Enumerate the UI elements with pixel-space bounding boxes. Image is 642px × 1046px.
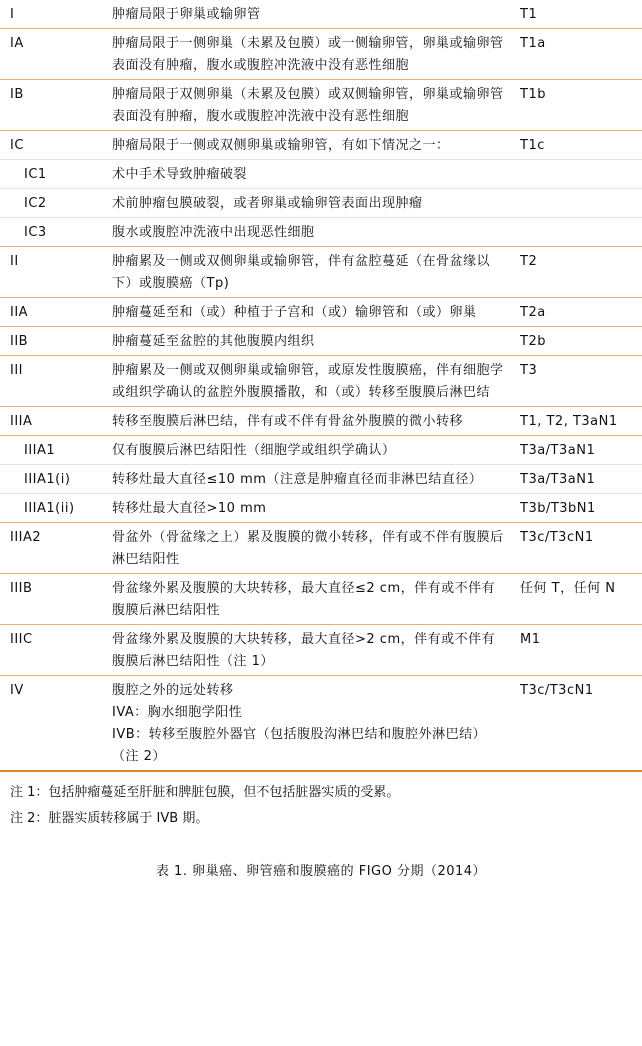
description-cell: 肿瘤局限于一侧或双侧卵巢或输卵管，有如下情况之一： [112,138,450,153]
table-row [0,327,642,356]
table-row [0,523,642,574]
table-row [0,676,642,772]
table-caption: 表 1. 卵巢癌、卵管癌和腹膜癌的 FIGO 分期（2014） [155,864,487,879]
tnm-cell: 任何 T，任何 N [520,581,616,596]
table-row [0,356,642,407]
tnm-cell: T3c/T3cN1 [520,530,594,545]
description-cell: 肿瘤累及一侧或双侧卵巢或输卵管，或原发性腹膜癌，伴有细胞学或组织学确认的盆腔外腹膜播散，和（或）转移至腹膜后淋巴结 [112,363,504,400]
stage-cell: IIIA1 [24,443,56,458]
table-row [0,218,642,247]
stage-cell: IA [10,36,24,51]
iv-description: 腹腔之外的远处转移 [112,683,234,698]
description-cell: 转移灶最大直径>10 mm [112,501,267,516]
description-cell: 转移灶最大直径≤10 mm（注意是肿瘤直径而非淋巴结直径） [112,472,483,487]
tnm-cell: T1, T2, T3aN1 [520,414,618,429]
tnm-cell [517,189,642,218]
description-cell: 仅有腹膜后淋巴结阳性（细胞学或组织学确认） [112,443,396,458]
tnm-cell: T1a [520,36,546,51]
table-row [0,465,642,494]
footnotes [0,772,642,832]
stage-cell: IC2 [24,196,47,211]
tnm-cell: T3a/T3aN1 [520,472,596,487]
tnm-cell: T2 [520,254,538,269]
description-cell: 骨盆外（骨盆缘之上）累及腹膜的微小转移，伴有或不伴有腹膜后淋巴结阳性 [112,530,504,567]
table-row [0,131,642,160]
tnm-cell: T2a [520,305,546,320]
stage-cell: III [10,363,24,378]
stage-cell: IC3 [24,225,47,240]
table-row [0,298,642,327]
footnote-2: 注 2：脏器实质转移属于 IVB 期。 [10,811,209,826]
description-cell: 肿瘤累及一侧或双侧卵巢或输卵管，伴有盆腔蔓延（在骨盆缘以下）或腹膜癌（Tp) [112,254,491,291]
table-row [0,407,642,436]
description-cell: 术中手术导致肿瘤破裂 [112,167,248,182]
stage-cell: IC [10,138,24,153]
stage-cell: IC1 [24,167,47,182]
tnm-cell: T1 [520,7,538,22]
stage-cell: IIIA [10,414,33,429]
description-cell: 腹水或腹腔冲洗液中出现恶性细胞 [112,225,315,240]
description-cell: 肿瘤局限于一侧卵巢（未累及包膜）或一侧输卵管，卵巢或输卵管表面没有肿瘤，腹水或腹腔冲洗液中没有恶性细胞 [112,36,504,73]
table-row [0,247,642,298]
table-row [0,494,642,523]
description-cell: 肿瘤局限于双侧卵巢（未累及包膜）或双侧输卵管，卵巢或输卵管表面没有肿瘤，腹水或腹腔冲洗液中没有恶性细胞 [112,87,504,124]
tnm-cell: T1b [520,87,546,102]
table-row [0,29,642,80]
description-cell [112,676,517,772]
tnm-cell [517,160,642,189]
table-row [0,0,642,29]
stage-cell: IIB [10,334,29,349]
stage-cell: IV [10,683,24,698]
stage-cell: IIIC [10,632,33,647]
table-row [0,625,642,676]
ivb-description: IVB：转移至腹腔外器官（包括腹股沟淋巴结和腹腔外淋巴结）（注 2） [112,727,487,764]
tnm-cell: T3b/T3bN1 [520,501,596,516]
table-row [0,189,642,218]
stage-cell: IIIA1(i) [24,472,71,487]
description-cell: 肿瘤蔓延至和（或）种植于子宫和（或）输卵管和（或）卵巢 [112,305,477,320]
tnm-cell: T2b [520,334,546,349]
table-row [0,160,642,189]
table-row [0,574,642,625]
tnm-cell: T3a/T3aN1 [520,443,596,458]
tnm-cell: T3 [520,363,538,378]
tnm-cell: T1c [520,138,545,153]
stage-cell: IIA [10,305,29,320]
description-cell: 转移至腹膜后淋巴结，伴有或不伴有骨盆外腹膜的微小转移 [112,414,464,429]
description-cell: 骨盆缘外累及腹膜的大块转移，最大直径≤2 cm，伴有或不伴有腹膜后淋巴结阳性 [112,581,496,618]
stage-cell: IIIB [10,581,33,596]
footnote-1: 注 1：包括肿瘤蔓延至肝脏和脾脏包膜，但不包括脏器实质的受累。 [10,785,400,800]
stage-cell: IIIA2 [10,530,42,545]
description-cell: 肿瘤蔓延至盆腔的其他腹膜内组织 [112,334,315,349]
stage-cell: I [10,7,15,22]
stage-cell: IB [10,87,24,102]
tnm-cell: T3c/T3cN1 [520,683,594,698]
description-cell: 骨盆缘外累及腹膜的大块转移，最大直径>2 cm，伴有或不伴有腹膜后淋巴结阳性（注 1） [112,632,496,669]
iva-description: IVA：胸水细胞学阳性 [112,705,243,720]
description-cell: 术前肿瘤包膜破裂，或者卵巢或输卵管表面出现肿瘤 [112,196,423,211]
table-row [0,80,642,131]
description-cell: 肿瘤局限于卵巢或输卵管 [112,7,261,22]
tnm-cell: M1 [520,632,541,647]
stage-cell: IIIA1(ii) [24,501,75,516]
table-row [0,436,642,465]
stage-cell: II [10,254,19,269]
tnm-cell [517,218,642,247]
